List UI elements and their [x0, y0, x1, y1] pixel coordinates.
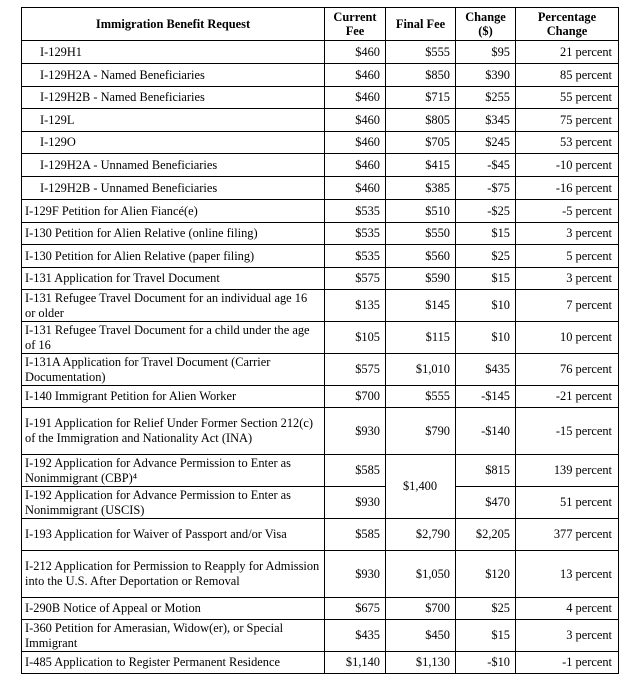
row-name: I-131 Refugee Travel Document for an individual age 16 or older [22, 290, 325, 322]
row-current-fee: $460 [325, 64, 386, 87]
row-name: I-129F Petition for Alien Fiancé(e) [22, 200, 325, 223]
row-name: I-131 Application for Travel Document [22, 268, 325, 290]
row-name: I-290B Notice of Appeal or Motion [22, 598, 325, 620]
row-final-fee: $550 [386, 223, 456, 245]
row-final-fee: $555 [386, 41, 456, 64]
row-percentage: 7 percent [516, 290, 619, 322]
row-final-fee: $560 [386, 245, 456, 268]
row-final-fee: $700 [386, 598, 456, 620]
table-row [22, 551, 619, 598]
row-final-fee-merged: $1,400 [386, 455, 456, 519]
row-percentage: 5 percent [516, 245, 619, 268]
row-change: $95 [456, 41, 516, 64]
row-name: I-130 Petition for Alien Relative (paper filing) [22, 245, 325, 268]
row-percentage: -16 percent [516, 177, 619, 200]
row-name: I-129H2A - Unnamed Beneficiaries [22, 154, 325, 177]
table-row [22, 177, 619, 200]
table-row [22, 455, 619, 487]
row-percentage: 3 percent [516, 268, 619, 290]
row-change: $15 [456, 620, 516, 652]
row-percentage: 10 percent [516, 322, 619, 354]
row-name: I-192 Application for Advance Permission to Enter as Nonimmigrant (USCIS) [22, 487, 325, 519]
row-final-fee: $450 [386, 620, 456, 652]
row-current-fee: $700 [325, 386, 386, 408]
row-current-fee: $585 [325, 455, 386, 487]
row-percentage: 51 percent [516, 487, 619, 519]
row-current-fee: $460 [325, 87, 386, 109]
row-percentage: -21 percent [516, 386, 619, 408]
row-current-fee: $930 [325, 551, 386, 598]
row-name: I-140 Immigrant Petition for Alien Worker [22, 386, 325, 408]
header-change: Change ($) [456, 8, 516, 41]
row-percentage: 3 percent [516, 620, 619, 652]
row-final-fee: $510 [386, 200, 456, 223]
row-final-fee: $1,130 [386, 652, 456, 674]
row-final-fee: $145 [386, 290, 456, 322]
row-change: $470 [456, 487, 516, 519]
row-percentage: 53 percent [516, 132, 619, 154]
row-percentage: 139 percent [516, 455, 619, 487]
header-current-fee: Current Fee [325, 8, 386, 41]
header-percentage-change: Percentage Change [516, 8, 619, 41]
row-percentage: 377 percent [516, 519, 619, 551]
row-final-fee: $385 [386, 177, 456, 200]
row-percentage: -5 percent [516, 200, 619, 223]
row-change: $15 [456, 223, 516, 245]
row-percentage: -10 percent [516, 154, 619, 177]
row-change: $2,205 [456, 519, 516, 551]
row-current-fee: $460 [325, 132, 386, 154]
row-final-fee: $1,010 [386, 354, 456, 386]
row-current-fee: $930 [325, 487, 386, 519]
row-name: I-131A Application for Travel Document (Carrier Documentation) [22, 354, 325, 386]
row-name: I-129H1 [22, 41, 325, 64]
row-change: -$25 [456, 200, 516, 223]
row-name: I-129H2B - Named Beneficiaries [22, 87, 325, 109]
row-current-fee: $575 [325, 268, 386, 290]
row-final-fee: $790 [386, 408, 456, 455]
row-current-fee: $675 [325, 598, 386, 620]
row-percentage: 21 percent [516, 41, 619, 64]
fee-table [21, 7, 619, 674]
row-current-fee: $535 [325, 223, 386, 245]
row-current-fee: $460 [325, 109, 386, 132]
row-name: I-129L [22, 109, 325, 132]
row-final-fee: $415 [386, 154, 456, 177]
row-current-fee: $105 [325, 322, 386, 354]
row-current-fee: $585 [325, 519, 386, 551]
row-name: I-485 Application to Register Permanent Residence [22, 652, 325, 674]
table-row [22, 354, 619, 386]
row-percentage: 13 percent [516, 551, 619, 598]
table-row [22, 223, 619, 245]
row-name: I-129O [22, 132, 325, 154]
row-current-fee: $135 [325, 290, 386, 322]
row-percentage: 75 percent [516, 109, 619, 132]
row-change: $390 [456, 64, 516, 87]
table-row [22, 519, 619, 551]
row-final-fee: $590 [386, 268, 456, 290]
row-change: $815 [456, 455, 516, 487]
row-current-fee: $535 [325, 245, 386, 268]
table-row [22, 322, 619, 354]
row-percentage: -1 percent [516, 652, 619, 674]
row-change: $245 [456, 132, 516, 154]
fee-table-container [21, 7, 618, 674]
row-change: -$145 [456, 386, 516, 408]
table-row [22, 200, 619, 223]
table-row [22, 487, 619, 519]
row-percentage: 3 percent [516, 223, 619, 245]
row-current-fee: $460 [325, 41, 386, 64]
row-percentage: 85 percent [516, 64, 619, 87]
row-final-fee: $115 [386, 322, 456, 354]
row-name: I-360 Petition for Amerasian, Widow(er), or Special Immigrant [22, 620, 325, 652]
row-percentage: 55 percent [516, 87, 619, 109]
row-final-fee: $555 [386, 386, 456, 408]
header-benefit: Immigration Benefit Request [22, 8, 325, 41]
table-row [22, 386, 619, 408]
table-row [22, 620, 619, 652]
header-final-fee: Final Fee [386, 8, 456, 41]
row-name: I-129H2B - Unnamed Beneficiaries [22, 177, 325, 200]
row-change: $255 [456, 87, 516, 109]
row-current-fee: $1,140 [325, 652, 386, 674]
table-row [22, 598, 619, 620]
table-row [22, 154, 619, 177]
row-change: $120 [456, 551, 516, 598]
row-change: $25 [456, 598, 516, 620]
row-current-fee: $930 [325, 408, 386, 455]
header-row [22, 8, 619, 41]
row-change: -$140 [456, 408, 516, 455]
row-change: -$10 [456, 652, 516, 674]
row-final-fee: $2,790 [386, 519, 456, 551]
row-current-fee: $575 [325, 354, 386, 386]
row-percentage: -15 percent [516, 408, 619, 455]
row-final-fee: $1,050 [386, 551, 456, 598]
table-row [22, 109, 619, 132]
row-change: $345 [456, 109, 516, 132]
table-row [22, 41, 619, 64]
row-name: I-130 Petition for Alien Relative (online filing) [22, 223, 325, 245]
row-final-fee: $715 [386, 87, 456, 109]
table-row [22, 64, 619, 87]
row-current-fee: $535 [325, 200, 386, 223]
row-name: I-212 Application for Permission to Reapply for Admission into the U.S. After Deportation or Removal [22, 551, 325, 598]
row-change: $25 [456, 245, 516, 268]
row-change: $10 [456, 322, 516, 354]
row-change: $435 [456, 354, 516, 386]
row-name: I-131 Refugee Travel Document for a child under the age of 16 [22, 322, 325, 354]
table-row [22, 87, 619, 109]
row-final-fee: $805 [386, 109, 456, 132]
table-row [22, 408, 619, 455]
row-change: $10 [456, 290, 516, 322]
table-row [22, 290, 619, 322]
row-current-fee: $460 [325, 177, 386, 200]
row-percentage: 76 percent [516, 354, 619, 386]
row-name: I-193 Application for Waiver of Passport and/or Visa [22, 519, 325, 551]
row-percentage: 4 percent [516, 598, 619, 620]
row-name: I-191 Application for Relief Under Former Section 212(c) of the Immigration and Nationality Act (INA) [22, 408, 325, 455]
row-change: -$45 [456, 154, 516, 177]
row-name: I-129H2A - Named Beneficiaries [22, 64, 325, 87]
row-change: -$75 [456, 177, 516, 200]
row-change: $15 [456, 268, 516, 290]
row-name: I-192 Application for Advance Permission to Enter as Nonimmigrant (CBP)⁴ [22, 455, 325, 487]
table-row [22, 652, 619, 674]
table-row [22, 132, 619, 154]
row-final-fee: $705 [386, 132, 456, 154]
row-final-fee: $850 [386, 64, 456, 87]
table-row [22, 245, 619, 268]
row-current-fee: $435 [325, 620, 386, 652]
table-row [22, 268, 619, 290]
row-current-fee: $460 [325, 154, 386, 177]
